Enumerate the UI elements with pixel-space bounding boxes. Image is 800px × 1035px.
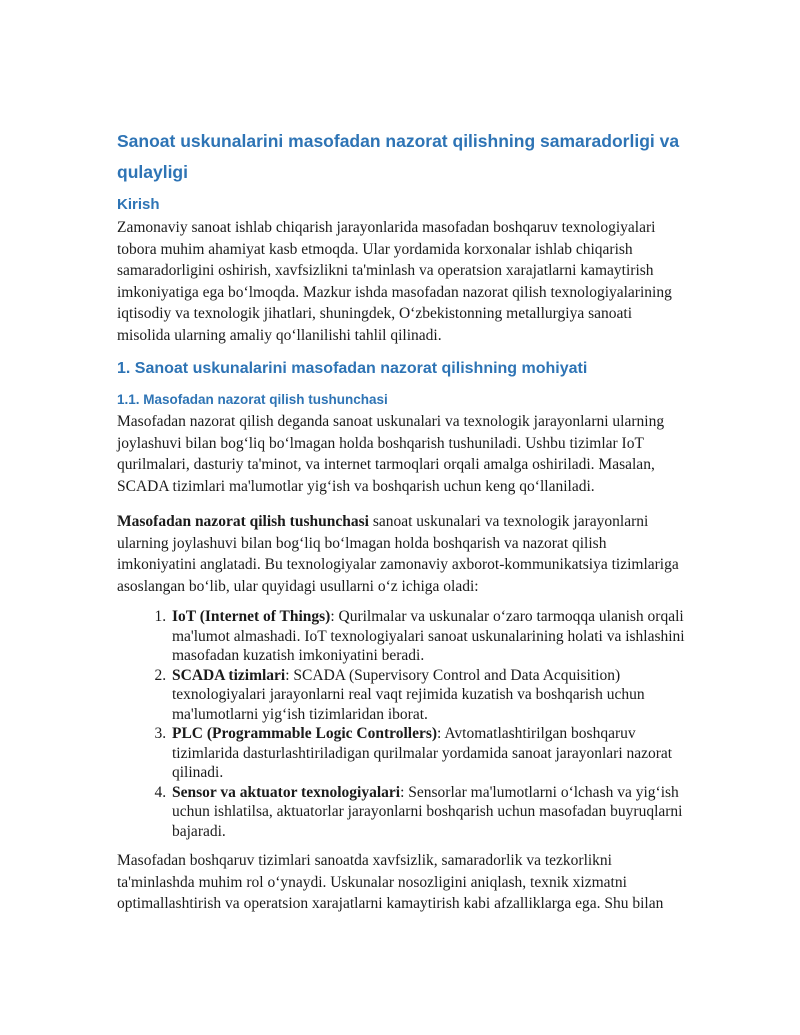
section-1-1-paragraph: Masofadan nazorat qilish deganda sanoat uskunalari va texnologik jarayonlarni ularning joylashuvi bilan bogʻliq boʻlmagan holda boshqarish tushuniladi. Ushbu tizimlar IoT qurilmalari, dasturiy ta'minot, va internet tarmoqlari orqali amalga oshiriladi. Masalan, SCADA tizimlari ma'lumotlar yigʻish va boshqarish uchun keng qoʻllaniladi. — [117, 413, 665, 495]
heading-section-1-1: 1.1. Masofadan nazorat qilish tushunchasi — [117, 392, 388, 407]
definition-bold-lead: Masofadan nazorat qilish tushunchasi — [117, 513, 369, 530]
list-item-bold-lead: IoT (Internet of Things) — [172, 608, 331, 625]
definition-text: sanoat uskunalari va texnologik jarayonlarni ularning joylashuvi bilan bogʻliq boʻlmagan holda boshqarish va nazorat qilish imkoniyatini anglatadi. Bu texnologiyalar zamonaviy axborot-kommunikatsiya tizimlariga asoslangan boʻlib, ular quyidagi usullarni oʻz ichiga oladi: — [117, 513, 679, 595]
list-item-text: : SCADA (Supervisory Control and Data Acquisition) texnologiyalari jarayonlarni real vaqt rejimida kuzatish va boshqarish uchun ma'lumotlarni yigʻish tizimlaridan iborat. — [172, 666, 645, 723]
list-item — [170, 783, 686, 842]
list-item-text: : Avtomatlashtirilgan boshqaruv tizimlarida dasturlashtiriladigan qurilmalar yordamida sanoat jarayonlari nazorat qilinadi. — [172, 725, 673, 781]
document-title: Sanoat uskunalarini masofadan nazorat qilishning samaradorligi va qulayligi — [117, 131, 680, 182]
list-item-bold-lead: PLC (Programmable Logic Controllers) — [172, 725, 438, 742]
definition-paragraph — [117, 511, 686, 597]
heading-section-1: 1. Sanoat uskunalarini masofadan nazorat qilishning mohiyati — [117, 360, 588, 377]
list-item — [170, 724, 686, 783]
list-item — [170, 607, 686, 666]
closing-paragraph: Masofadan boshqaruv tizimlari sanoatda xavfsizlik, samaradorlik va tezkorlikni ta'minlashda muhim rol oʻynaydi. Uskunalar nosozligini aniqlash, texnik xizmatni optimallashtirish va operatsion xarajatlarni kamaytirish kabi afzalliklarga ega. Shu bilan — [117, 852, 664, 912]
list-item-bold-lead: SCADA tizimlari — [172, 666, 286, 684]
list-item-text: : Qurilmalar va uskunalar oʻzaro tarmoqqa ulanish orqali ma'lumot almashadi. IoT texnologiyalari sanoat uskunalarining holati va ishlashini masofadan kuzatish imkoniyatini beradi. — [172, 608, 685, 664]
methods-numbered-list — [117, 607, 686, 841]
list-item — [170, 666, 686, 725]
intro-paragraph: Zamonaviy sanoat ishlab chiqarish jarayonlarida masofadan boshqaruv texnologiyalari tobora muhim ahamiyat kasb etmoqda. Ular yordamida korxonalar ishlab chiqarish samaradorligini oshirish, xavfsizlikni ta'minlash va operatsion xarajatlarni kamaytirish imkoniyatiga ega boʻlmoqda. Mazkur ishda masofadan nazorat qilish texnologiyalarining iqtisodiy va texnologik jihatlari, shuningdek, Oʻzbekistonning metallurgiya sanoati misolida ularning amaliy qoʻllanilishi tahlil qilinadi. — [117, 219, 672, 344]
list-item-text: : Sensorlar ma'lumotlarni oʻlchash va yigʻish uchun ishlatilsa, aktuatorlar jarayonlarni boshqarish uchun masofadan buyruqlarni bajaradi. — [172, 783, 683, 840]
heading-kirish: Kirish — [117, 196, 160, 213]
list-item-bold-lead: Sensor va aktuator texnologiyalari — [172, 783, 401, 801]
